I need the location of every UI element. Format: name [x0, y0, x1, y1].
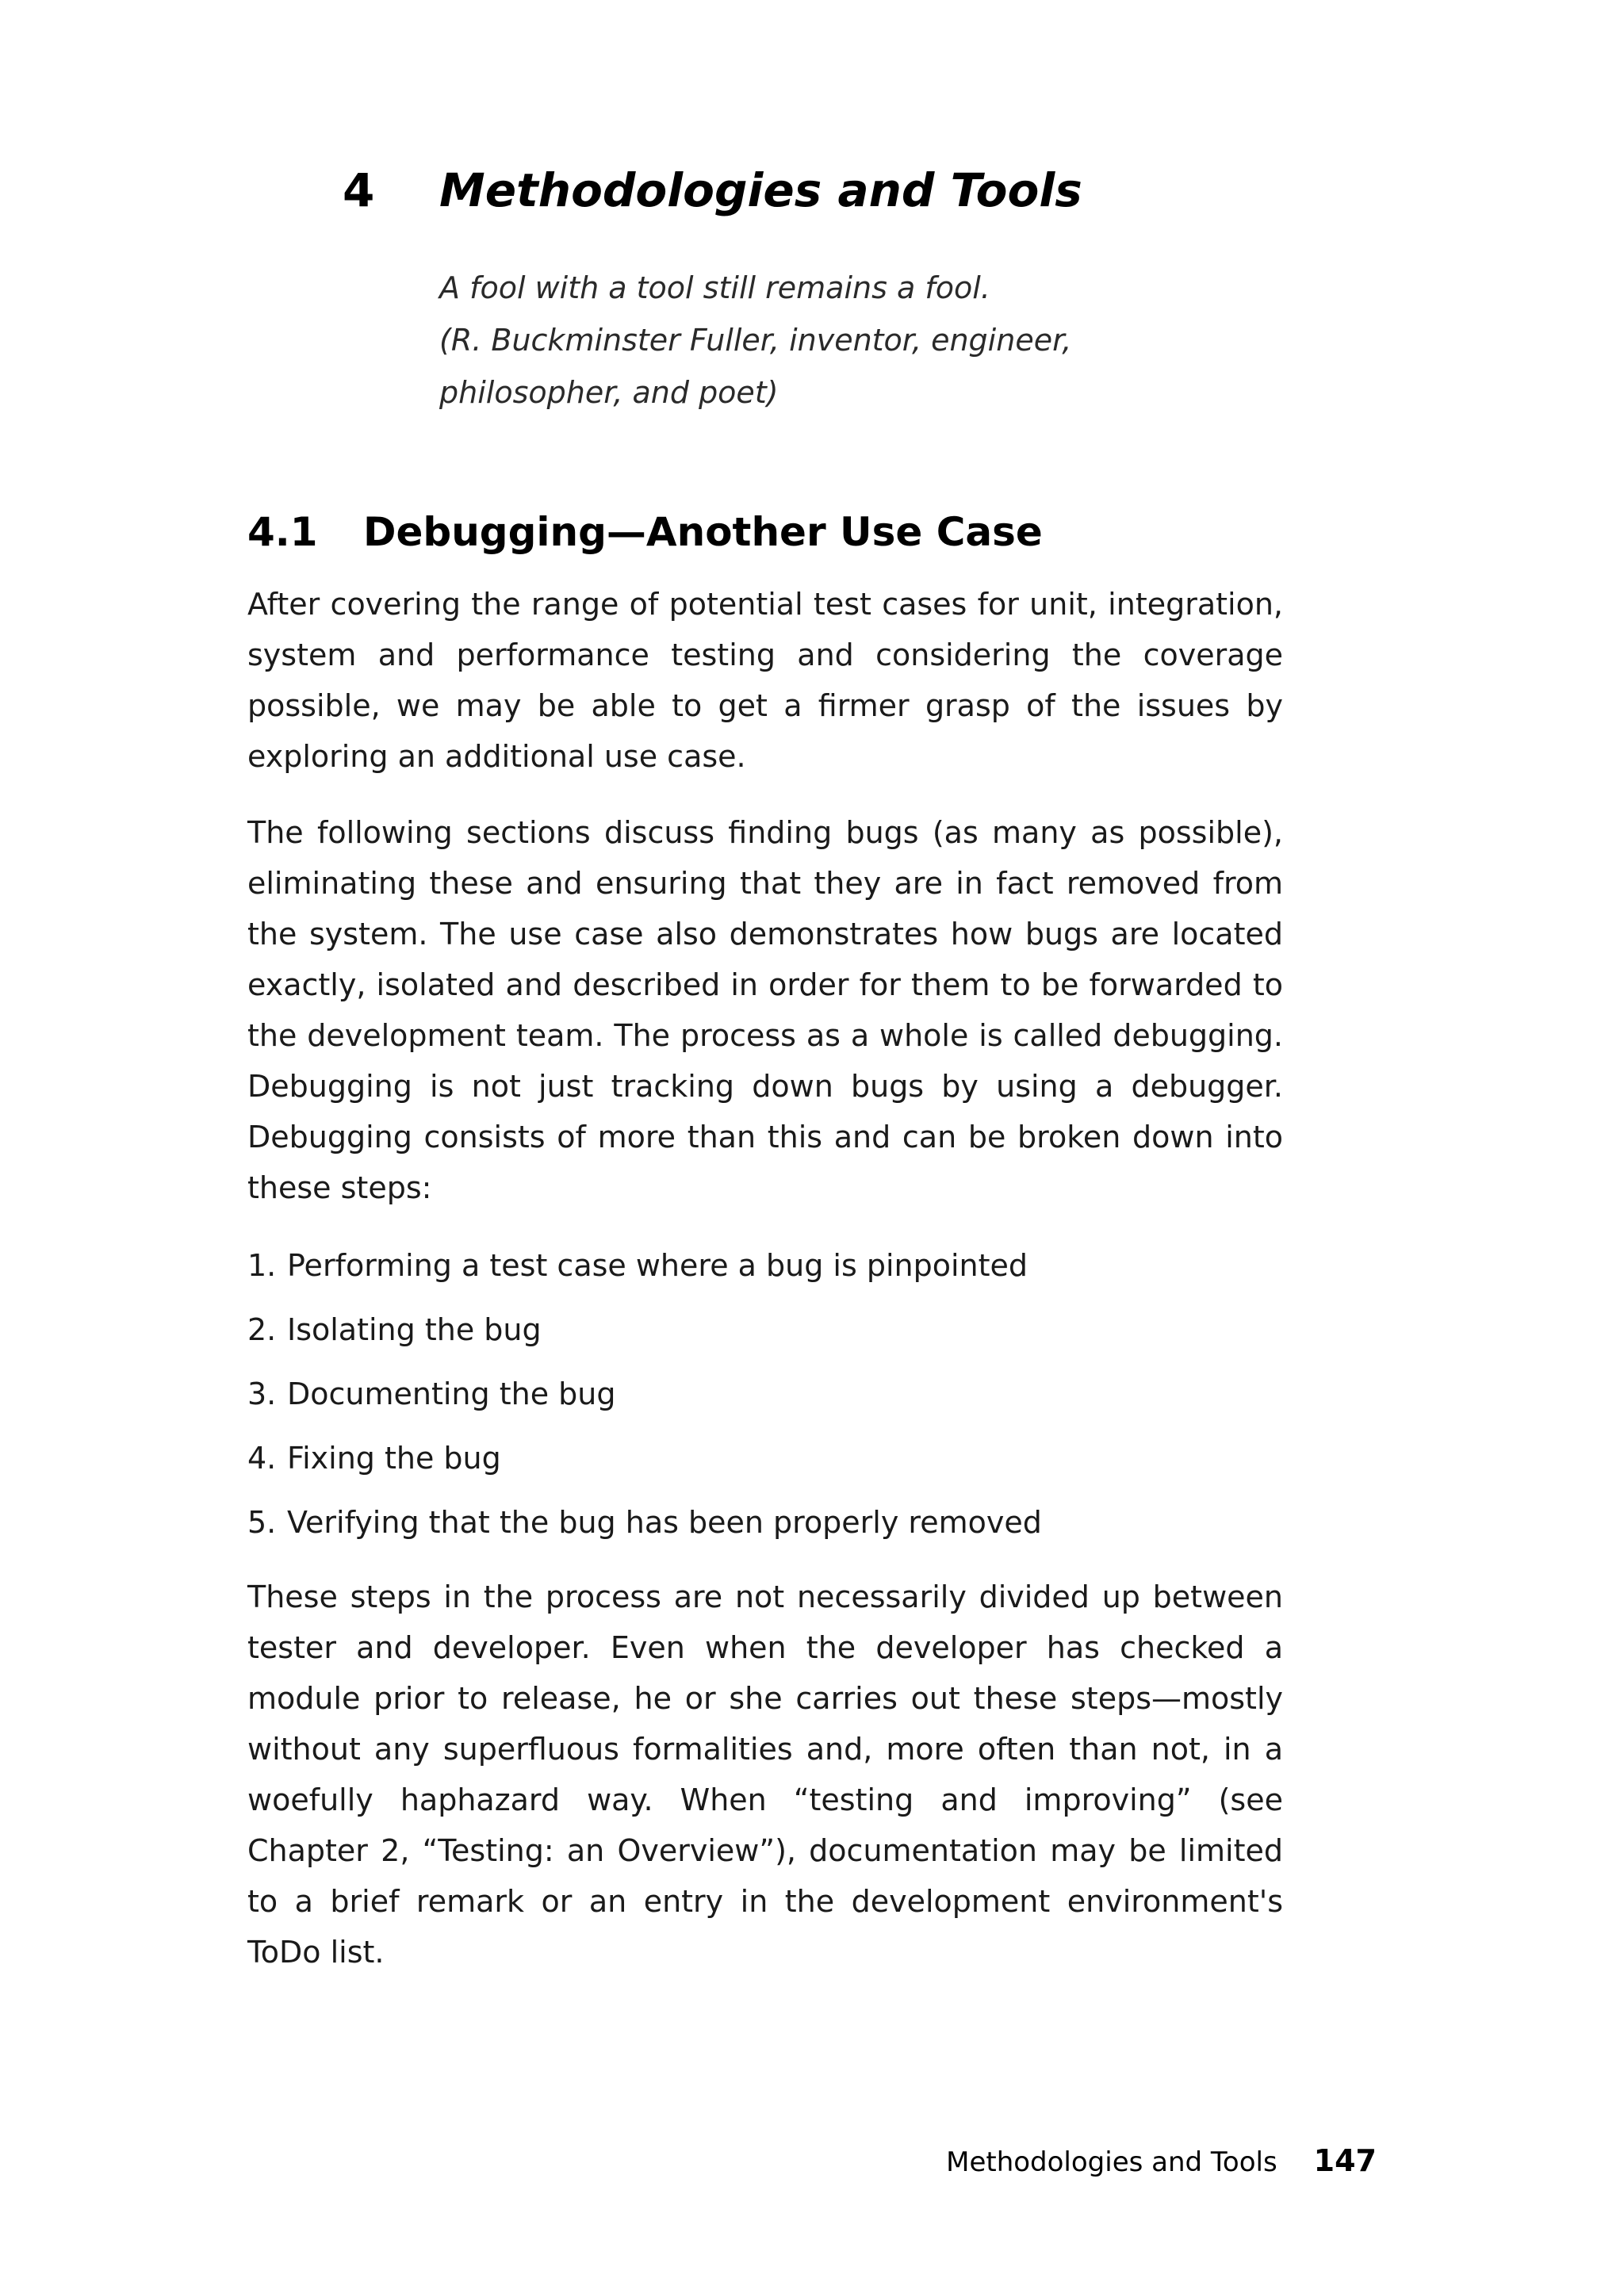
body-paragraph: These steps in the process are not necessarily divided up between tester and developer. Even when the developer has checked a module prior to release, he or she carries out these steps—mostly without any superfluous formalities and, more often than not, in a woefully haphazard way. When “testing and improving” (see Chapter 2, “Testing: an Overview”), documentation may be limited to a brief remark or an entry in the development environment's ToDo list. [247, 1579, 1283, 1970]
chapter-heading [343, 163, 1082, 218]
body-paragraph: After covering the range of potential test cases for unit, integration, system and performance testing and considering the coverage possible, we may be able to get a firmer grasp of the issues by exploring an additional use case. [247, 587, 1283, 774]
list-item [247, 1240, 1283, 1291]
list-item-text: Documenting the bug [287, 1376, 616, 1411]
epigraph-line: (R. Buckminster Fuller, inventor, engineer, [439, 323, 1072, 358]
chapter-number: 4 [343, 163, 375, 217]
list-item-number: 3. [247, 1376, 277, 1411]
list-item-text: Isolating the bug [287, 1312, 542, 1347]
list-item-number: 5. [247, 1505, 277, 1540]
list-item [247, 1369, 1283, 1419]
page-footer [946, 2141, 1377, 2182]
list-item-text: Verifying that the bug has been properly removed [287, 1505, 1042, 1540]
list-item [247, 1497, 1283, 1548]
list-item [247, 1433, 1283, 1484]
list-item-number: 4. [247, 1441, 277, 1476]
debugging-steps-list [247, 1240, 1283, 1561]
list-item [247, 1304, 1283, 1355]
running-footer-title: Methodologies and Tools [946, 2146, 1277, 2178]
section-number: 4.1 [247, 509, 318, 555]
epigraph-line: philosopher, and poet) [439, 375, 779, 410]
epigraph [439, 262, 1153, 419]
chapter-title: Methodologies and Tools [439, 163, 1082, 217]
list-item-text: Performing a test case where a bug is pinpointed [287, 1248, 1028, 1283]
list-item-text: Fixing the bug [287, 1441, 501, 1476]
section-title: Debugging—Another Use Case [363, 509, 1043, 555]
body-paragraph: The following sections discuss finding bugs (as many as possible), eliminating these and ensuring that they are in fact removed from the system. The use case also demonstrates how bugs are located exactly, isolated and described in order for them to be forwarded to the development team. The process as a whole is called debugging. Debugging is not just tracking down bugs by using a debugger. Debugging consists of more than this and can be broken down into these steps: [247, 815, 1283, 1205]
page-number: 147 [1313, 2143, 1377, 2178]
epigraph-line: A fool with a tool still remains a fool. [439, 270, 990, 305]
list-item-number: 1. [247, 1248, 277, 1283]
list-item-number: 2. [247, 1312, 277, 1347]
section-heading [247, 506, 1043, 558]
